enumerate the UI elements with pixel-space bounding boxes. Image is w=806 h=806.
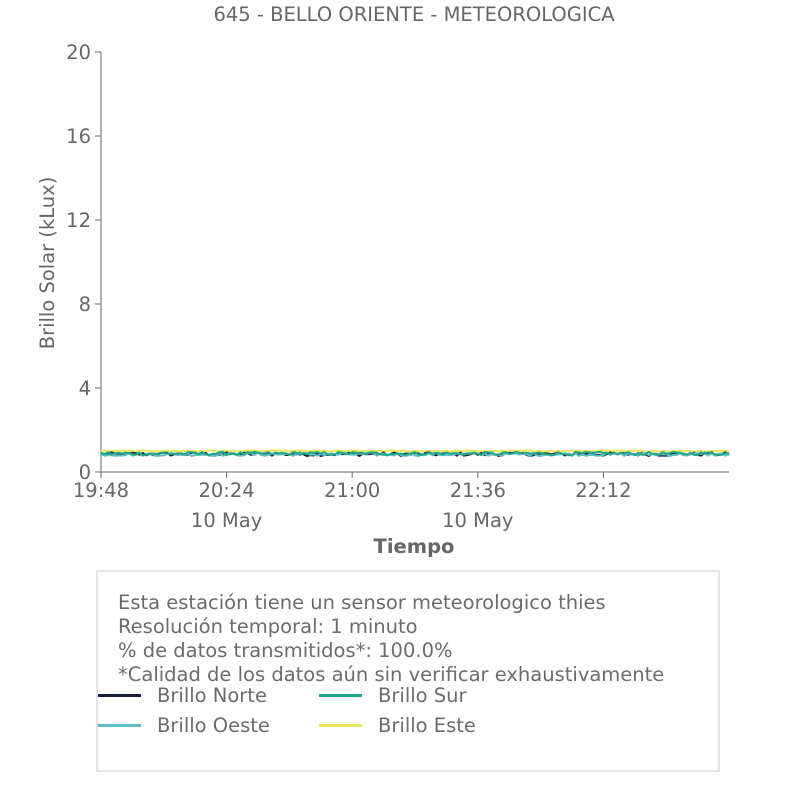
station-info	[118, 591, 664, 687]
series-lines	[101, 450, 729, 456]
chart-title: 645 - BELLO ORIENTE - METEOROLOGICA	[213, 3, 615, 26]
info-box	[96, 570, 720, 772]
y-axis-label: Brillo Solar (kLux)	[36, 176, 59, 350]
y-tick-label: 16	[66, 125, 91, 148]
x-tick-sublabel: 10 May	[190, 509, 263, 532]
legend-swatch	[319, 724, 362, 727]
legend-item-brillo-sur	[319, 680, 467, 710]
x-tick-label: 20:24	[198, 479, 255, 502]
legend-label: Brillo Este	[378, 713, 476, 737]
y-tick-label: 12	[66, 209, 91, 232]
x-tick-label: 19:48	[72, 479, 130, 502]
legend-label: Brillo Sur	[378, 683, 467, 707]
y-tick-label: 8	[78, 293, 91, 316]
legend-label: Brillo Oeste	[157, 713, 270, 737]
axes	[66, 41, 729, 532]
legend-item-brillo-norte	[98, 680, 267, 710]
x-axis-label: Tiempo	[373, 535, 455, 558]
legend-label: Brillo Norte	[157, 683, 267, 707]
legend-item-brillo-este	[319, 710, 476, 740]
legend-swatch	[319, 694, 362, 697]
info-line-resolution: Resolución temporal: 1 minuto	[118, 615, 418, 638]
legend-swatch	[98, 724, 141, 727]
legend-item-brillo-oeste	[98, 710, 270, 740]
x-tick-sublabel: 10 May	[442, 509, 514, 532]
y-tick-label: 20	[66, 41, 91, 64]
info-line-station: Esta estación tiene un sensor meteorologico thies	[118, 591, 606, 614]
info-line-quality: *Calidad de los datos aún sin verificar exhaustivamente	[118, 663, 665, 686]
x-tick-label: 22:12	[575, 479, 632, 502]
info-line-transmitted: % de datos transmitidos*: 100.0%	[118, 639, 453, 662]
y-tick-label: 4	[78, 377, 91, 400]
x-tick-label: 21:36	[449, 479, 506, 502]
x-tick-label: 21:00	[324, 479, 381, 502]
legend-swatch	[98, 694, 141, 697]
y-tick-label: 0	[78, 461, 91, 484]
